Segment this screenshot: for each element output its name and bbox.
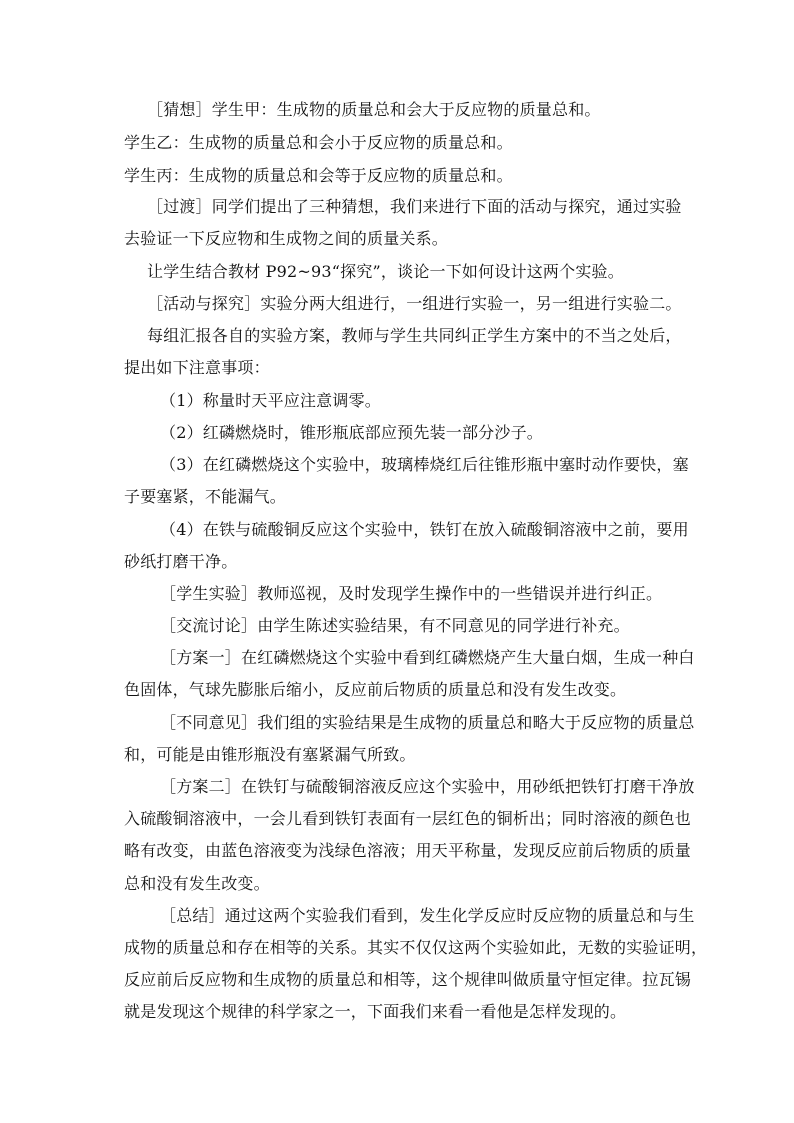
plan-two-line-3: 略有改变，由蓝色溶液变为浅绿色溶液；用天平称量，发现反应前后物质的质量 bbox=[124, 841, 692, 860]
note-item-2: （2）红磷燃烧时，锥形瓶底部应预先装一部分沙子。 bbox=[160, 423, 543, 442]
textbook-reference-line: 让学生结合教材 P92~93“探究”，谈论一下如何设计这两个实验。 bbox=[147, 262, 624, 281]
note-item-3-line-2: 子要塞紧，不能漏气。 bbox=[124, 487, 287, 506]
note-item-4-line-1: （4）在铁与硫酸铜反应这个实验中，铁钉在放入硫酸铜溶液中之前，要用 bbox=[160, 520, 689, 539]
plan-two-line-4: 总和没有发生改变。 bbox=[124, 874, 270, 893]
note-item-3-line-1: （3）在红磷燃烧这个实验中，玻璃棒烧红后往锥形瓶中塞时动作要快，塞 bbox=[160, 455, 689, 474]
plan-one-line-2: 色固体，气球先膨胀后缩小，反应前后物质的质量总和没有发生改变。 bbox=[124, 680, 627, 699]
different-opinion-line-2: 和，可能是由锥形瓶没有塞紧漏气所致。 bbox=[124, 745, 416, 764]
guess-line-student-c: 学生丙：生成物的质量总和会等于反应物的质量总和。 bbox=[124, 166, 513, 185]
activity-line: ［活动与探究］实验分两大组进行，一组进行实验一，另一组进行实验二。 bbox=[147, 294, 682, 313]
guess-line-student-a: ［猜想］学生甲：生成物的质量总和会大于反应物的质量总和。 bbox=[147, 100, 601, 119]
report-line-1: 每组汇报各自的实验方案，教师与学生共同纠正学生方案中的不当之处后， bbox=[147, 326, 682, 345]
plan-two-line-2: 入硫酸铜溶液中，一会儿看到铁钉表面有一层红色的铜析出；同时溶液的颜色也 bbox=[124, 809, 692, 828]
note-item-4-line-2: 砂纸打磨干净。 bbox=[124, 552, 238, 571]
summary-line-3: 反应前后反应物和生成物的质量总和相等，这个规律叫做质量守恒定律。拉瓦锡 bbox=[124, 970, 692, 989]
summary-line-4: 就是发现这个规律的科学家之一，下面我们来看一看他是怎样发现的。 bbox=[124, 1002, 627, 1021]
note-item-1: （1）称量时天平应注意调零。 bbox=[160, 391, 381, 410]
transition-line-2: 去验证一下反应物和生成物之间的质量关系。 bbox=[124, 229, 449, 248]
different-opinion-line-1: ［不同意见］我们组的实验结果是生成物的质量总和略大于反应物的质量总 bbox=[160, 713, 695, 732]
report-line-2: 提出如下注意事项： bbox=[124, 358, 270, 377]
transition-line-1: ［过渡］同学们提出了三种猜想，我们来进行下面的活动与探究，通过实验 bbox=[147, 197, 682, 216]
student-experiment-line: ［学生实验］教师巡视，及时发现学生操作中的一些错误并进行纠正。 bbox=[160, 584, 663, 603]
guess-line-student-b: 学生乙：生成物的质量总和会小于反应物的质量总和。 bbox=[124, 133, 513, 152]
plan-one-line-1: ［方案一］在红磷燃烧这个实验中看到红磷燃烧产生大量白烟，生成一种白 bbox=[160, 648, 695, 667]
plan-two-line-1: ［方案二］在铁钉与硫酸铜溶液反应这个实验中，用砂纸把铁钉打磨干净放 bbox=[160, 777, 695, 796]
summary-line-1: ［总结］通过这两个实验我们看到，发生化学反应时反应物的质量总和与生 bbox=[160, 906, 695, 925]
summary-line-2: 成物的质量总和存在相等的关系。其实不仅仅这两个实验如此，无数的实验证明， bbox=[124, 938, 708, 957]
discussion-line: ［交流讨论］由学生陈述实验结果，有不同意见的同学进行补充。 bbox=[160, 616, 630, 635]
